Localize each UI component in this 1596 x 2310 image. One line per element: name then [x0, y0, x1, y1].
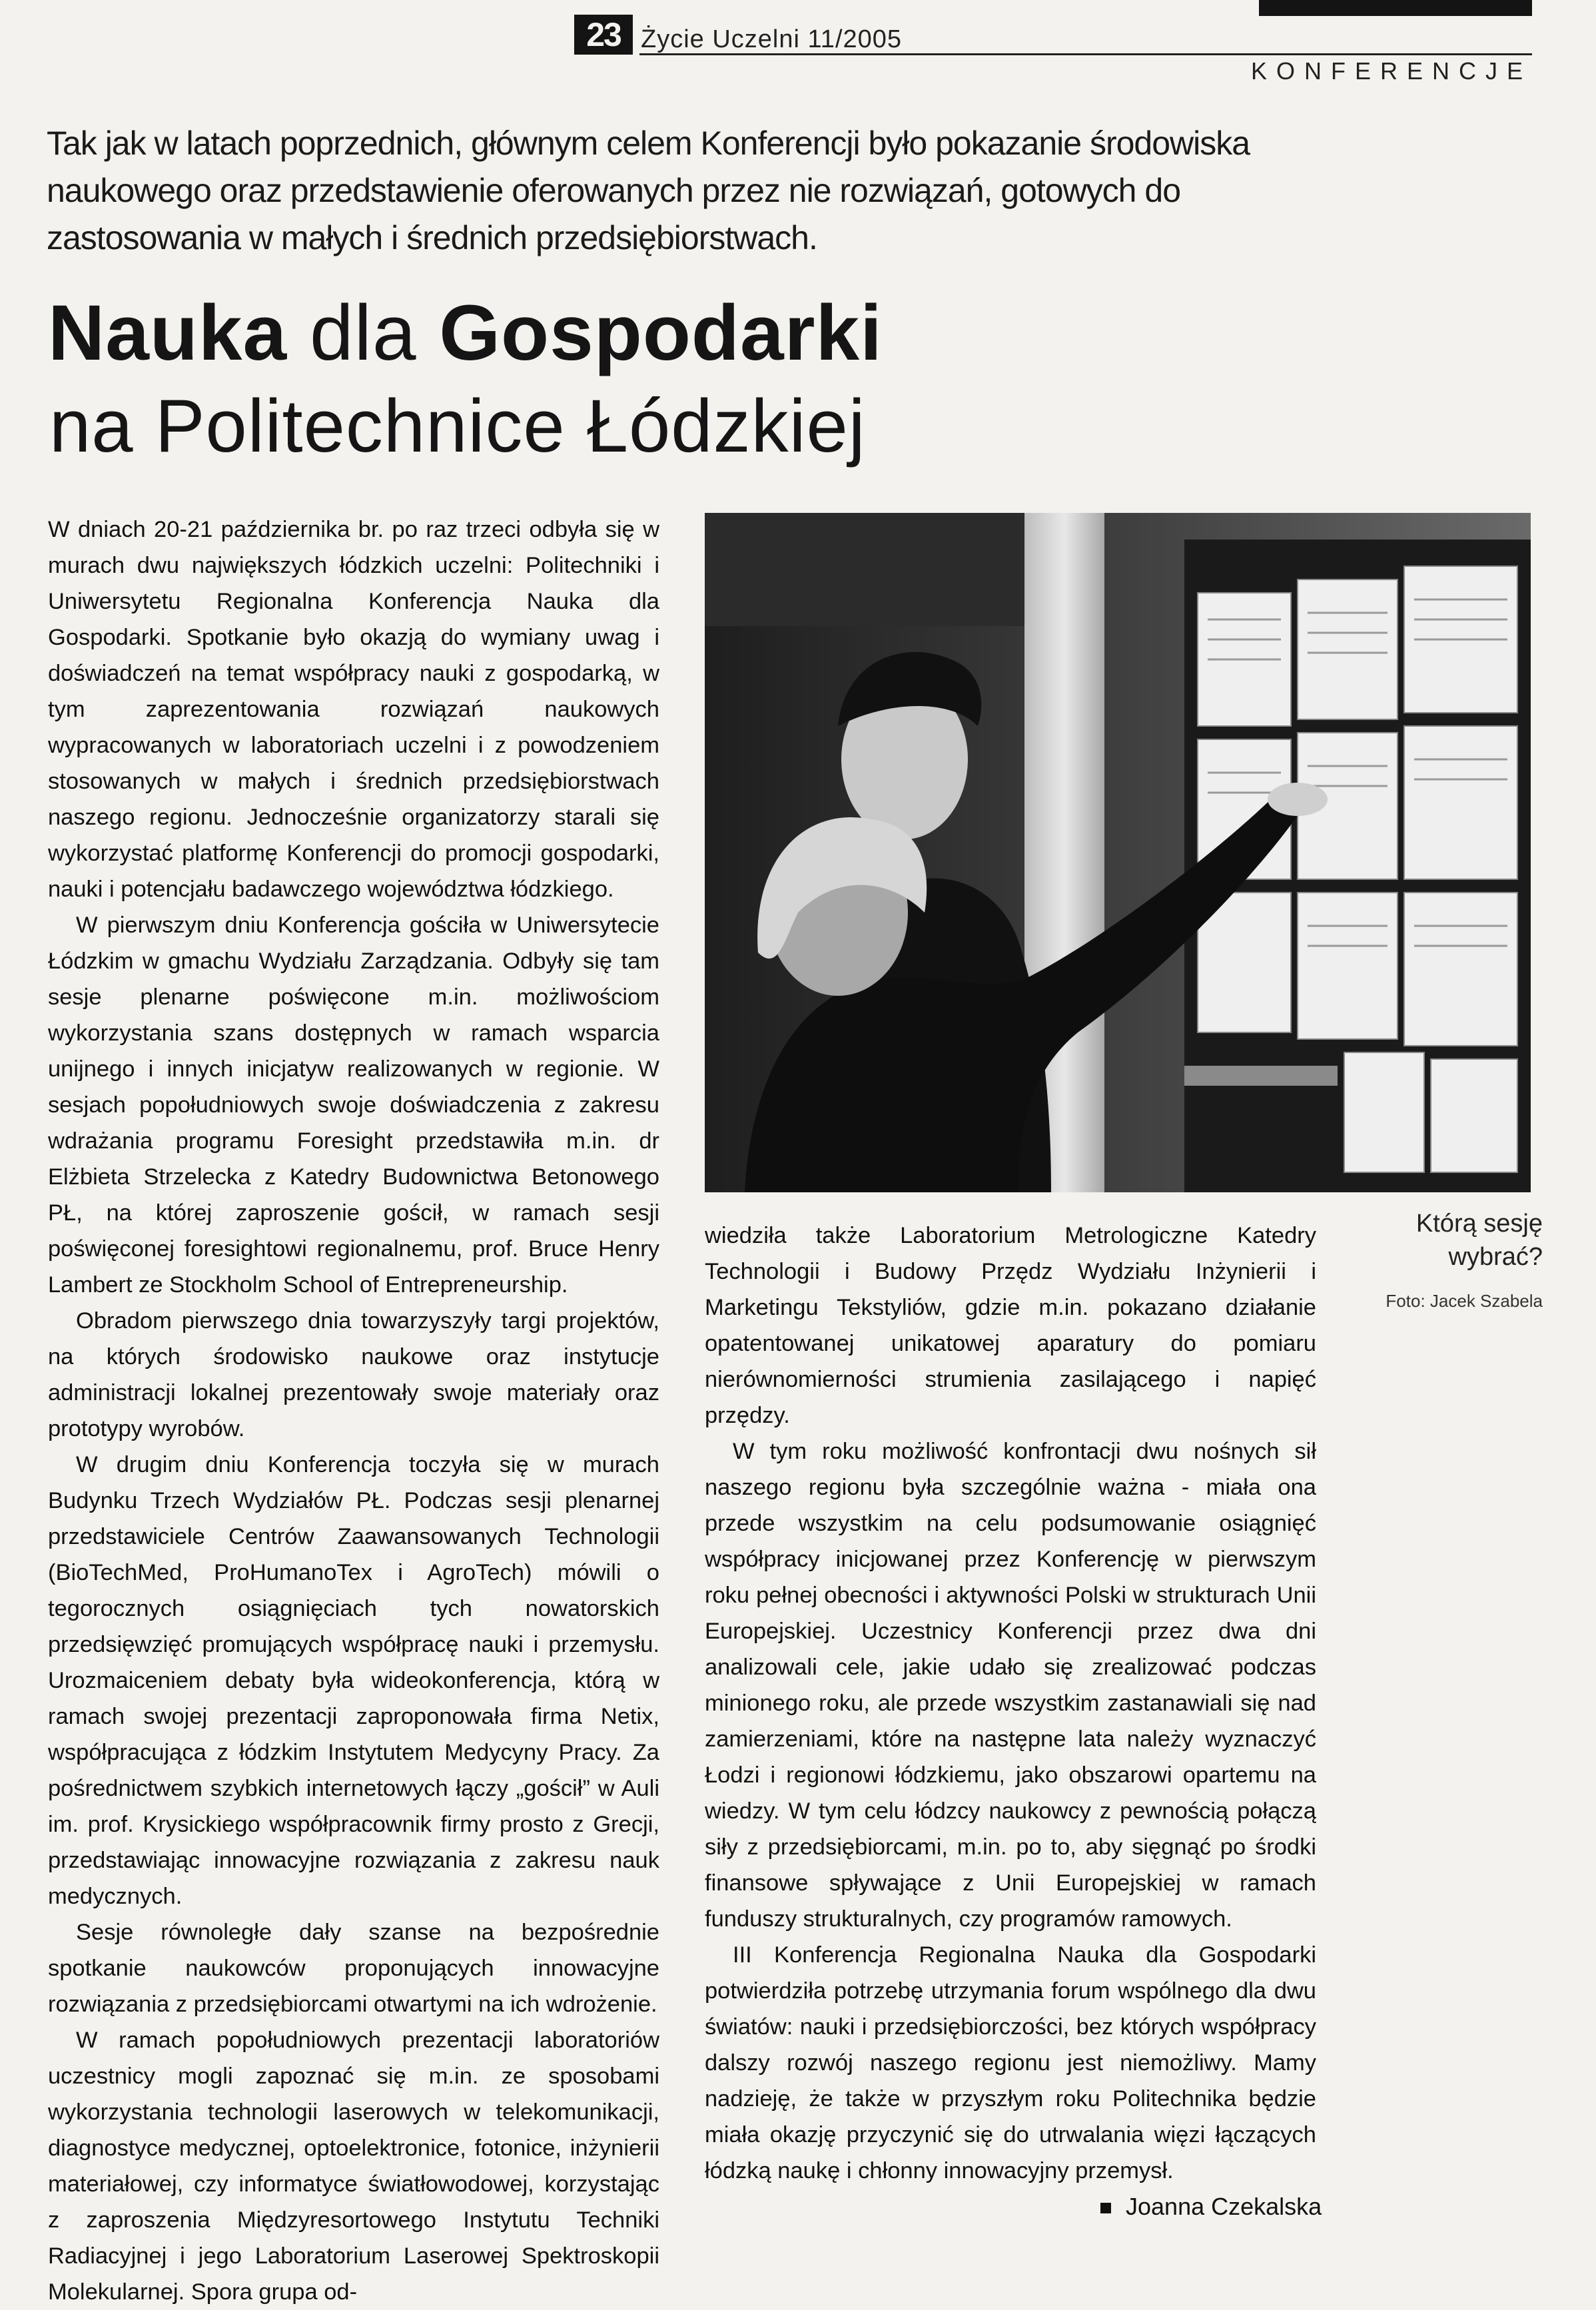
header-bar — [1259, 0, 1532, 16]
photo-caption: Którą sesję wybrać? — [1415, 1210, 1543, 1271]
article-column-right — [705, 1218, 1316, 2189]
article-column-left — [48, 512, 659, 2310]
paragraph: W ramach popołudniowych prezentacji laboratoriów uczestnicy mogli zapoznać się m.in. ze sposobami wykorzystania technologii laserowych w telekomunikacji, diagnostyce medycznej, optoelektronice, fotonice, inżynierii materiałowej, czy informatyce światłowodowej, korzystając z zaproszenia Międzyresortowego Instytutu Techniki Radiacyjnej i jego Laboratorium Laserowej Spektroskopii Molekularnej. Spora grupa od- — [48, 2028, 659, 2305]
page-number: 23 — [574, 15, 633, 55]
author-signature — [1100, 2193, 1322, 2221]
photo-credit: Foto: Jacek Szabela — [1386, 1291, 1543, 1311]
journal-title: Życie Uczelni 11/2005 — [641, 25, 903, 53]
paragraph: Sesje równoległe dały szanse na bezpośrednie spotkanie naukowców proponujących innowacyjne rozwiązania z przedsiębiorcami otwartymi na ich wdrożenie. — [48, 1920, 659, 2017]
headline-word-nauka: Nauka — [48, 289, 288, 377]
header-rule — [639, 53, 1532, 55]
paragraph: W tym roku możliwość konfrontacji dwu nośnych sił naszego regionu była szczególnie ważna - miała ona przede wszystkim na celu podsumowanie osiągnięć współpracy inicjowanej przez Konferencję w pierwszym roku pełnej obecności i aktywności Polski w strukturach Unii Europejskiej. Uczestnicy Konferencji przez dwa dni analizowali cele, jakie udało się zrealizować podczas minionego roku, ale przede wszystkim zastanawiali się nad zamierzeniami, które na następne lata należy wyznaczyć Łodzi i regionowi łódzkiemu, jako obszarowi opartemu na wiedzy. W tym celu łódzcy naukowcy z pewnością połączą siły z przedsiębiorcami, m.in. po to, aby sięgnąć po środki finansowe spływające z Unii Europejskiej w ramach funduszy strukturalnych, czy programów ramowych. — [705, 1439, 1316, 1932]
author-name: Joanna Czekalska — [1126, 2193, 1322, 2220]
paragraph: Obradom pierwszego dnia towarzyszyły targi projektów, na których środowisko naukowe oraz instytucje administracji lokalnej prezentowały swoje materiały oraz prototypy wyrobów. — [48, 1308, 659, 1441]
paragraph: W pierwszym dniu Konferencja gościła w Uniwersytecie Łódzkim w gmachu Wydziału Zarządzania. Odbyły się tam sesje plenarne poświęcone m.in. możliwościom wykorzystania szans dostępnych w ramach wsparcia unijnego i innych inicjatyw realizowanych w regionie. W sesjach popołudniowych swoje doświadczenia z zakresu wdrażania programu Foresight przedstawiła m.in. dr Elżbieta Strzelecka z Katedry Budownictwa Betonowego PŁ, na której zaproszenie gościł, w ramach sesji poświęconej foresightowi regionalnemu, prof. Bruce Henry Lambert ze Stockholm School of Entrepreneurship. — [48, 913, 659, 1298]
photo-illustration — [705, 513, 1531, 1192]
bullet-square-icon — [1100, 2203, 1111, 2213]
paragraph: W drugim dniu Konferencja toczyła się w murach Budynku Trzech Wydziałów PŁ. Podczas sesji plenarnej przedstawiciele Centrów Zaawansowanych Technologii (BioTechMed, ProHumanoTex i AgroTech) mówili o tegorocznych osiągnięciach tych nowatorskich przedsięwzięć promujących współpracę nauki i przemysłu. Urozmaiceniem debaty była wideokonferencja, którą w ramach swojej prezentacji zaproponowała firma Netix, współpracująca z łódzkim Instytutem Medycyny Pracy. Za pośrednictwem szybkich internetowych łączy „gościł” w Auli im. prof. Krysickiego współpracownik firmy prosto z Grecji, przedstawiając innowacyjne rozwiązania z zakresu nauk medycznych. — [48, 1452, 659, 1909]
section-label: KONFERENCJE — [1250, 57, 1532, 85]
headline-word-dla: dla — [309, 289, 417, 377]
paragraph: wiedziła także Laboratorium Metrologiczne Katedry Technologii i Budowy Przędz Wydziału Inżynierii i Marketingu Tekstyliów, gdzie m.in. pokazano działanie opatentowanej unikatowej aparatury do pomiaru nierównomierności strumienia zasilającego i napięć przędzy. — [705, 1223, 1316, 1428]
paragraph: W dniach 20-21 października br. po raz trzeci odbyła się w murach dwu największych łódzkich uczelni: Politechniki i Uniwersytetu Regionalna Konferencja Nauka dla Gospodarki. Spotkanie było okazją do wymiany uwag i doświadczeń na temat współpracy nauki z gospodarką, w tym zaprezentowania rozwiązań naukowych wypracowanych w laboratoriach uczelni i z powodzeniem stosowanych w małych i średnich przedsiębiorstwach naszego regionu. Jednocześnie organizatorzy starali się wykorzystać platformę Konferencji do promocji gospodarki, nauki i potencjału badawczego województwa łódzkiego. — [48, 517, 659, 902]
lead-paragraph: Tak jak w latach poprzednich, głównym celem Konferencji było pokazanie środowiska naukowego oraz przedstawienie oferowanych przez nie rozwiązań, gotowych do zastosowania w małych i średnich przedsiębiorstwach. — [47, 125, 1250, 256]
headline-subtitle: na Politechnice Łódzkiej — [49, 384, 866, 468]
conference-photo — [705, 513, 1531, 1192]
paragraph: III Konferencja Regionalna Nauka dla Gospodarki potwierdziła potrzebę utrzymania forum wspólnego dla dwu światów: nauki i przedsiębiorczości, bez których współpracy dalszy rozwój naszego regionu jest niemożliwy. Mamy nadzieję, że także w przyszłym roku Politechnika będzie miała okazję przyczynić się do utrwalania więzi łączących łódzką naukę i chłonny innowacyjny przemysł. — [705, 1942, 1316, 2183]
headline — [48, 286, 883, 380]
headline-word-gospodarki: Gospodarki — [439, 289, 883, 377]
